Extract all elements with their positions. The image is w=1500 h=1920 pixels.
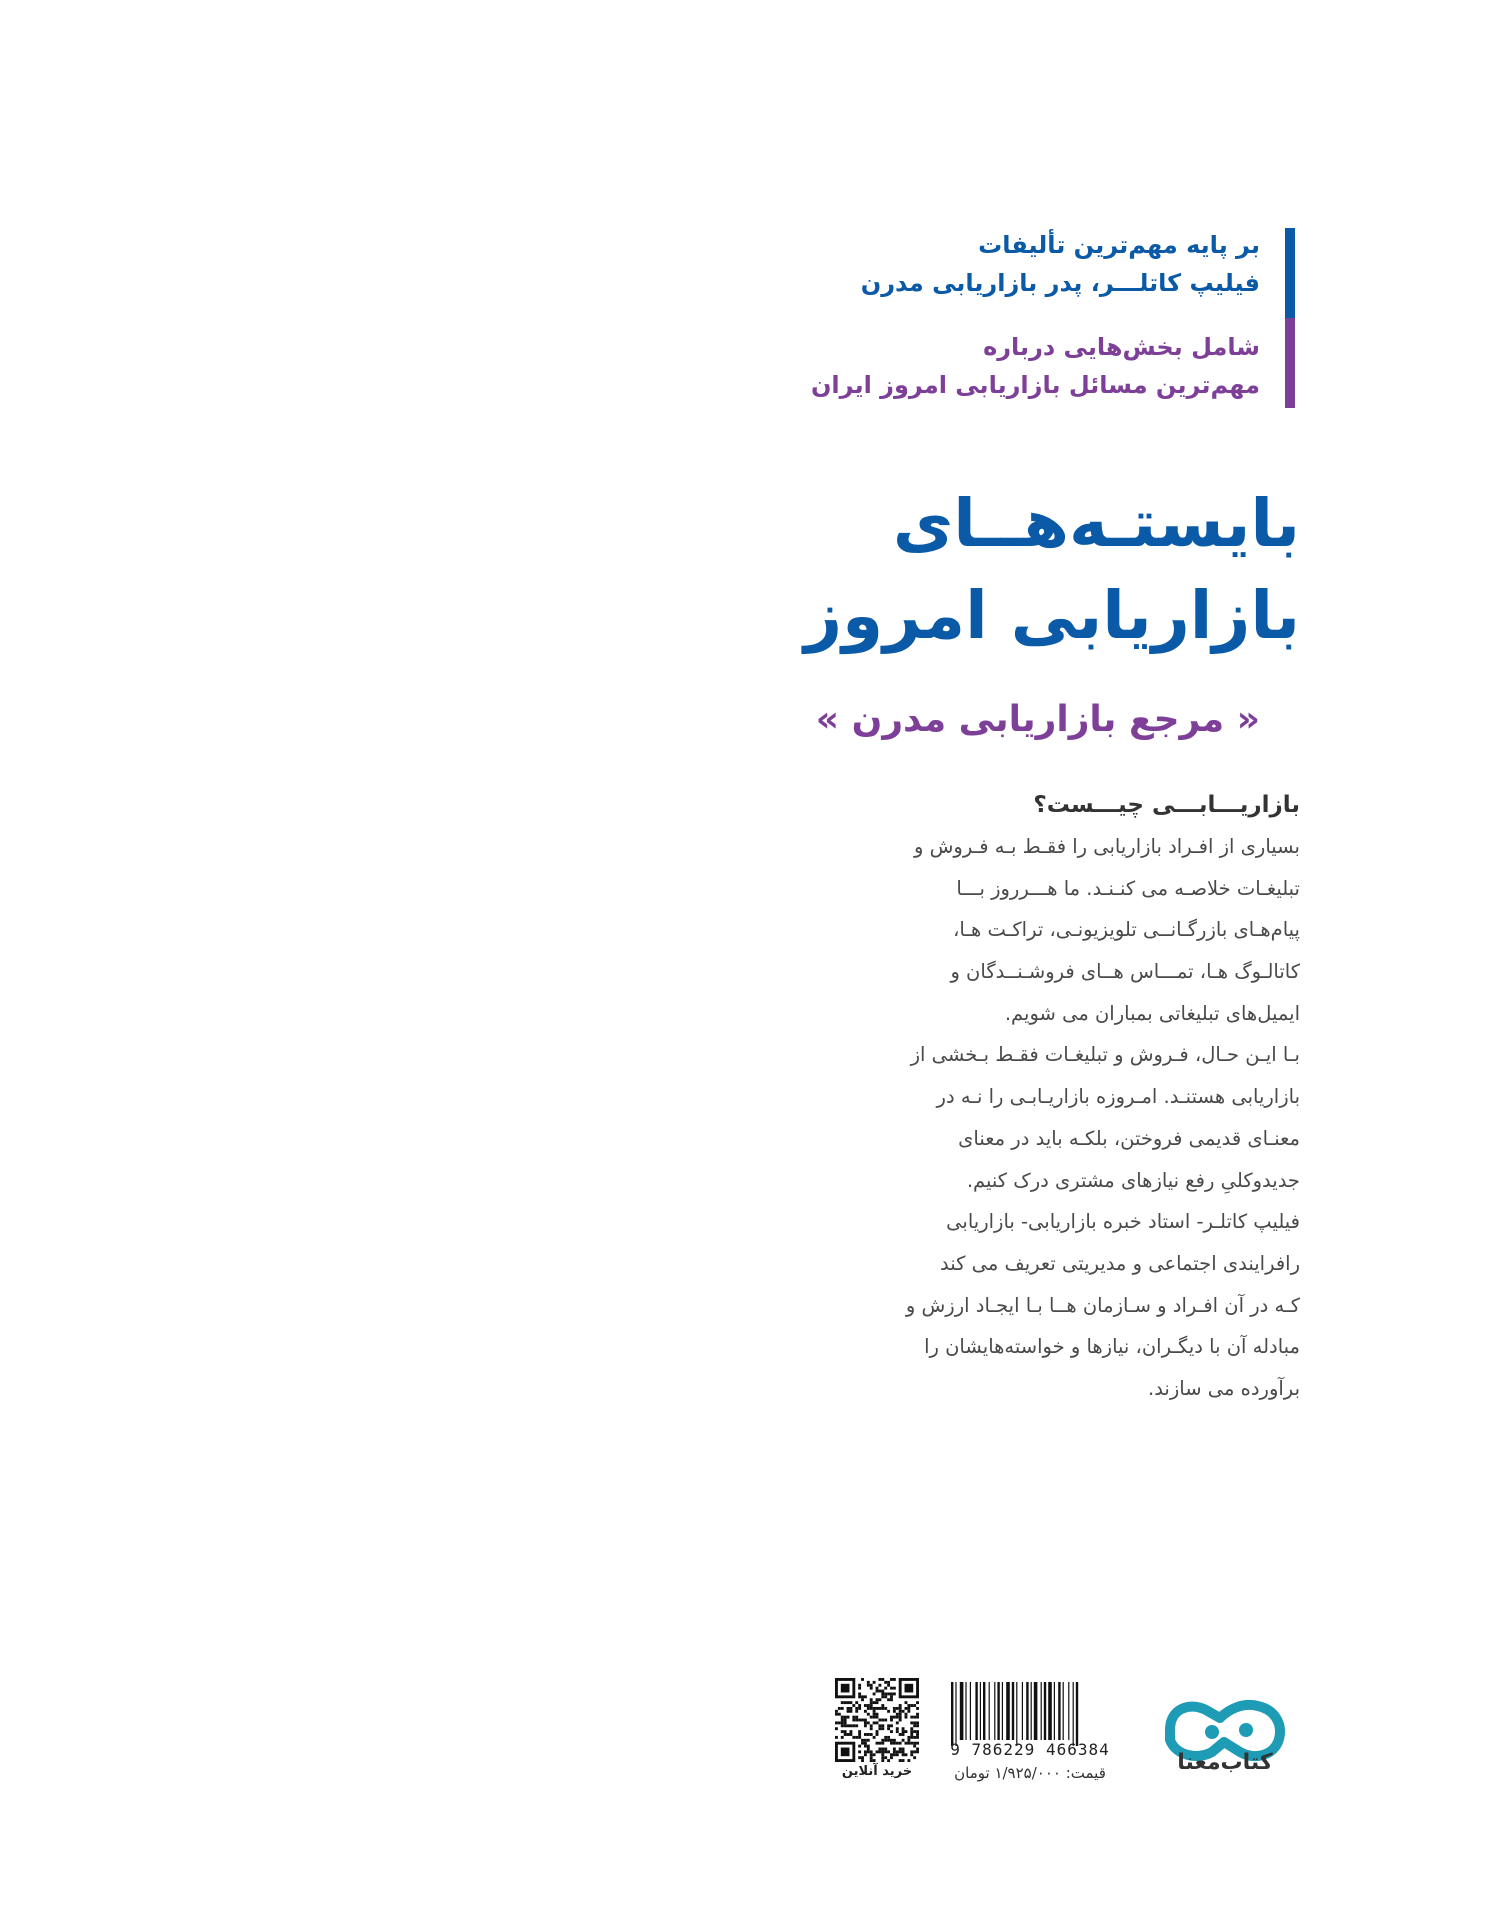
body-line: بـا ایـن حـال، فـروش و تبلیغـات فقـط بـخشی از (910, 1043, 1300, 1067)
book-title-line-1: بایستـه‌هــای (892, 485, 1300, 562)
body-line: برآورده می سازند. (1148, 1376, 1300, 1400)
barcode-bar (1044, 1682, 1046, 1740)
barcode-bar (951, 1682, 953, 1746)
barcode-bar (965, 1682, 966, 1740)
body-line: پیام‌هـای بازرگـانــی تلویزیونـی، تراکـت هـا، (953, 918, 1300, 942)
body-line: ایمیل‌های تبلیغاتی بمباران می شویم. (1004, 1001, 1300, 1025)
barcode-bar (989, 1682, 990, 1740)
tagline-line-4: مهم‌ترین مسائل بازاریابی امروز ایران (810, 371, 1260, 399)
book-title (804, 478, 1300, 662)
barcode-bar (1041, 1682, 1042, 1740)
barcode-bar (1026, 1682, 1028, 1740)
qr-code[interactable] (835, 1678, 919, 1762)
isbn-barcode (945, 1680, 1125, 1748)
barcode-bar (960, 1682, 964, 1740)
publisher-name: کتاب‌معنا (1177, 1750, 1273, 1775)
tagline-bar-blue (1285, 228, 1295, 318)
barcode-bar (1073, 1682, 1074, 1746)
body-line: رافرایندی اجتماعی و مدیریتی تعریف می کند (940, 1251, 1300, 1275)
tagline-authors (820, 226, 1260, 302)
barcode-bar (1068, 1682, 1069, 1740)
barcode-bar (1002, 1682, 1003, 1740)
body-line: جدیدوکلیِ رفع نیازهای مشتری درک کنیم. (966, 1168, 1300, 1192)
body-heading: بازاریـــابـــی چیـــست؟ (1033, 792, 1300, 818)
body-line: فیلیپ کاتلـر- استاد خبره بازاریابی- بازاریابی (946, 1210, 1300, 1234)
body-line: معنـای قدیمی فروختن، بلکـه باید در معنای (958, 1126, 1300, 1150)
barcode-bar (983, 1682, 985, 1740)
book-title-line-2: بازاریابی امروز (804, 577, 1300, 654)
price-label: قیمت: ۱/۹۲۵/۰۰۰ تومان (954, 1764, 1106, 1782)
tagline-bar-purple (1285, 318, 1295, 408)
body-line: بسیاری از افـراد بازاریابی را فقـط بـه فـروش و (913, 835, 1300, 858)
barcode-bar (1034, 1682, 1038, 1740)
qr-caption: خرید آنلاین (841, 1764, 913, 1779)
body-line: بازاریابی هستنـد. امـروزه بازاریـابـی را نـه در (936, 1085, 1300, 1109)
barcode-bar (1012, 1682, 1014, 1740)
barcode-bar (1031, 1682, 1032, 1740)
tagline-line-2: فیلیپ کاتلـــر، پدر بازاریابی مدرن (860, 269, 1260, 297)
tagline-line-3: شامل بخش‌هایی درباره (983, 333, 1260, 361)
barcode-bar (1054, 1682, 1055, 1740)
body-line: کـه در آن افـراد و سـازمان هــا بـا ایجـاد ارزش و (905, 1293, 1300, 1317)
barcode-bar (1006, 1682, 1010, 1740)
barcode-bar (997, 1682, 999, 1740)
barcode-bar (1016, 1682, 1017, 1746)
barcode-bar (1022, 1682, 1023, 1740)
body-line: مبادله آن با دیگـران، نیازها و خواسته‌هایشان را (924, 1335, 1300, 1359)
barcode-bar (994, 1682, 995, 1740)
barcode-bar (1076, 1682, 1078, 1746)
barcode-bar (975, 1682, 977, 1740)
tagline-topics (810, 328, 1260, 404)
tagline-line-1: بر پایه مهم‌ترین تألیفات (978, 231, 1260, 259)
isbn-number: 9 786229 466384 (950, 1740, 1110, 1759)
barcode-bar (955, 1682, 956, 1746)
barcode-bar (970, 1682, 971, 1740)
book-subtitle: « مرجع بازاریابی مدرن » (815, 699, 1260, 740)
body-line: تبلیغـات خلاصـه می کنـنـد. ما هـــرروز بـــا (956, 876, 1300, 900)
barcode-bar (980, 1682, 981, 1740)
body-text (830, 826, 1300, 1410)
barcode-bar (1058, 1682, 1060, 1740)
body-line: کاتالـوگ هـا، تمـــاس هــای فروشـنــدگان و (950, 960, 1300, 984)
barcode-bar (1063, 1682, 1064, 1740)
barcode-bar (1048, 1682, 1052, 1740)
